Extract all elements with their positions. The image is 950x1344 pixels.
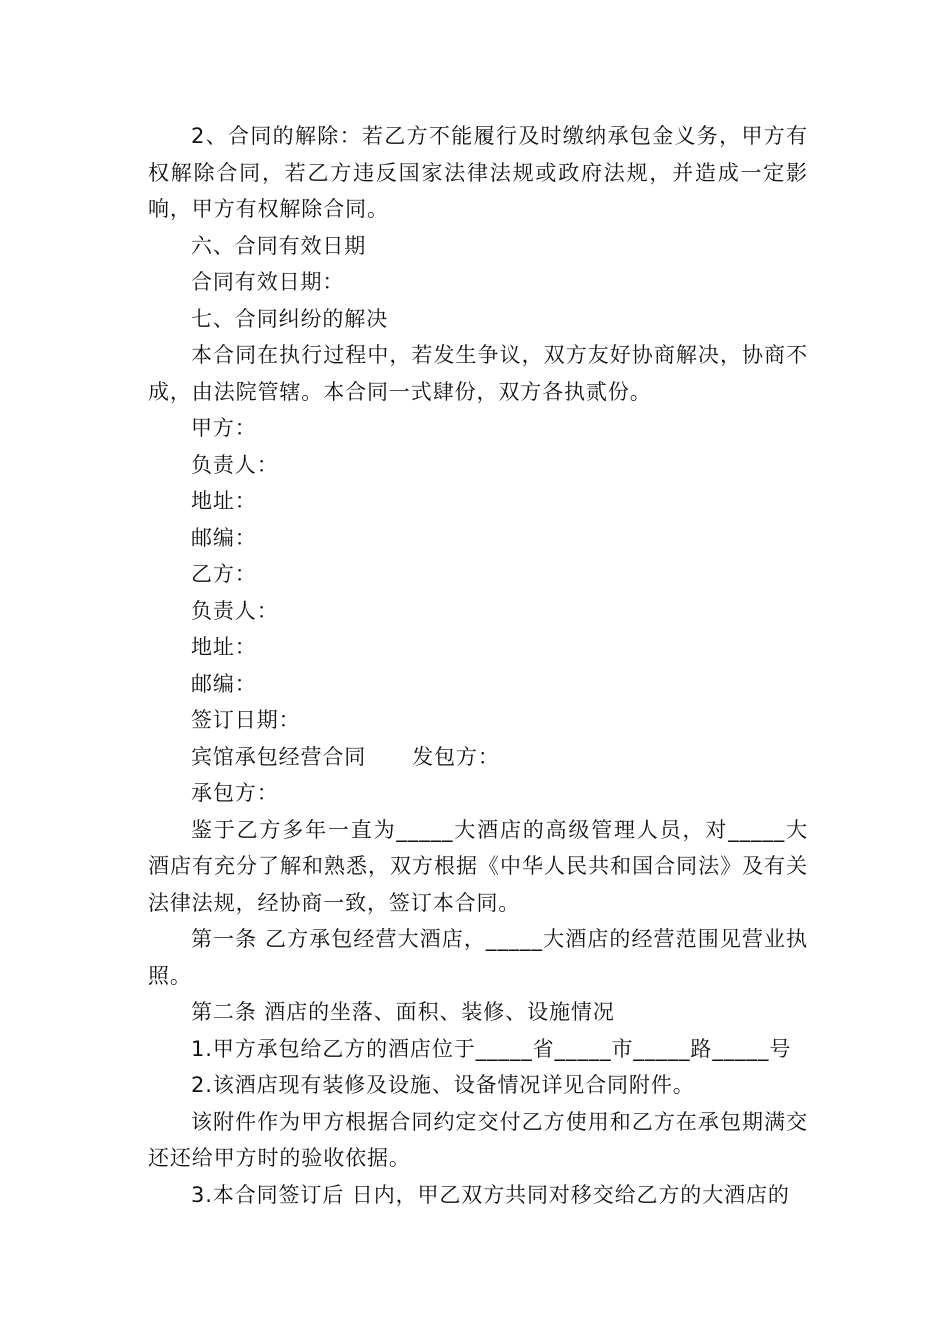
article-one: 第一条 乙方承包经营大酒店，_____大酒店的经营范围见营业执照。 xyxy=(148,927,808,988)
article-two-item-1: 1.甲方承包给乙方的酒店位于_____省_____市_____路_____号 xyxy=(191,1036,792,1061)
section-heading-disputes: 七、合同纠纷的解决 xyxy=(191,306,389,331)
preamble: 鉴于乙方多年一直为_____大酒店的高级管理人员，对_____大酒店有充分了解和熟悉，双方根据《中华人民共和国合同法》及有关法律法规，经协商一致，签订本合同。 xyxy=(148,817,808,915)
article-two-item-3: 3.本合同签订后 日内，甲乙双方共同对移交给乙方的大酒店的 xyxy=(191,1182,790,1207)
dispute-clause: 本合同在执行过程中，若发生争议，双方友好协商解决，协商不成，由法院管辖。本合同一式肆份，双方各执贰份。 xyxy=(148,343,808,404)
issuer-label: 发包方： xyxy=(412,744,500,769)
section-heading-validity: 六、合同有效日期 xyxy=(191,233,367,258)
party-b-address: 地址： xyxy=(191,635,257,659)
party-b-postcode: 邮编： xyxy=(191,671,257,696)
validity-date-line: 合同有效日期： xyxy=(191,270,345,294)
clause-termination: 2、合同的解除：若乙方不能履行及时缴纳承包金义务，甲方有权解除合同，若乙方违反国家法律法规或政府法规，并造成一定影响，甲方有权解除合同。 xyxy=(148,124,808,221)
article-two-heading: 第二条 酒店的坐落、面积、装修、设施情况 xyxy=(191,1000,615,1024)
contract-title-line xyxy=(148,739,808,776)
party-b-label: 乙方： xyxy=(191,562,257,586)
signing-date: 签订日期： xyxy=(191,708,301,732)
party-a-address: 地址： xyxy=(191,489,257,513)
party-a-label: 甲方： xyxy=(191,416,257,440)
contractor-label: 承包方： xyxy=(191,781,279,805)
contract-title: 宾馆承包经营合同 xyxy=(191,744,367,769)
party-a-postcode: 邮编： xyxy=(191,525,257,550)
document-body xyxy=(148,118,808,1213)
article-two-item-2: 2.该酒店现有装修及设施、设备情况详见合同附件。 xyxy=(191,1073,695,1097)
party-b-representative: 负责人： xyxy=(191,598,279,623)
attachment-note: 该附件作为甲方根据合同约定交付乙方使用和乙方在承包期满交还还给甲方时的验收依据。 xyxy=(148,1109,808,1170)
party-a-representative: 负责人： xyxy=(191,452,279,477)
